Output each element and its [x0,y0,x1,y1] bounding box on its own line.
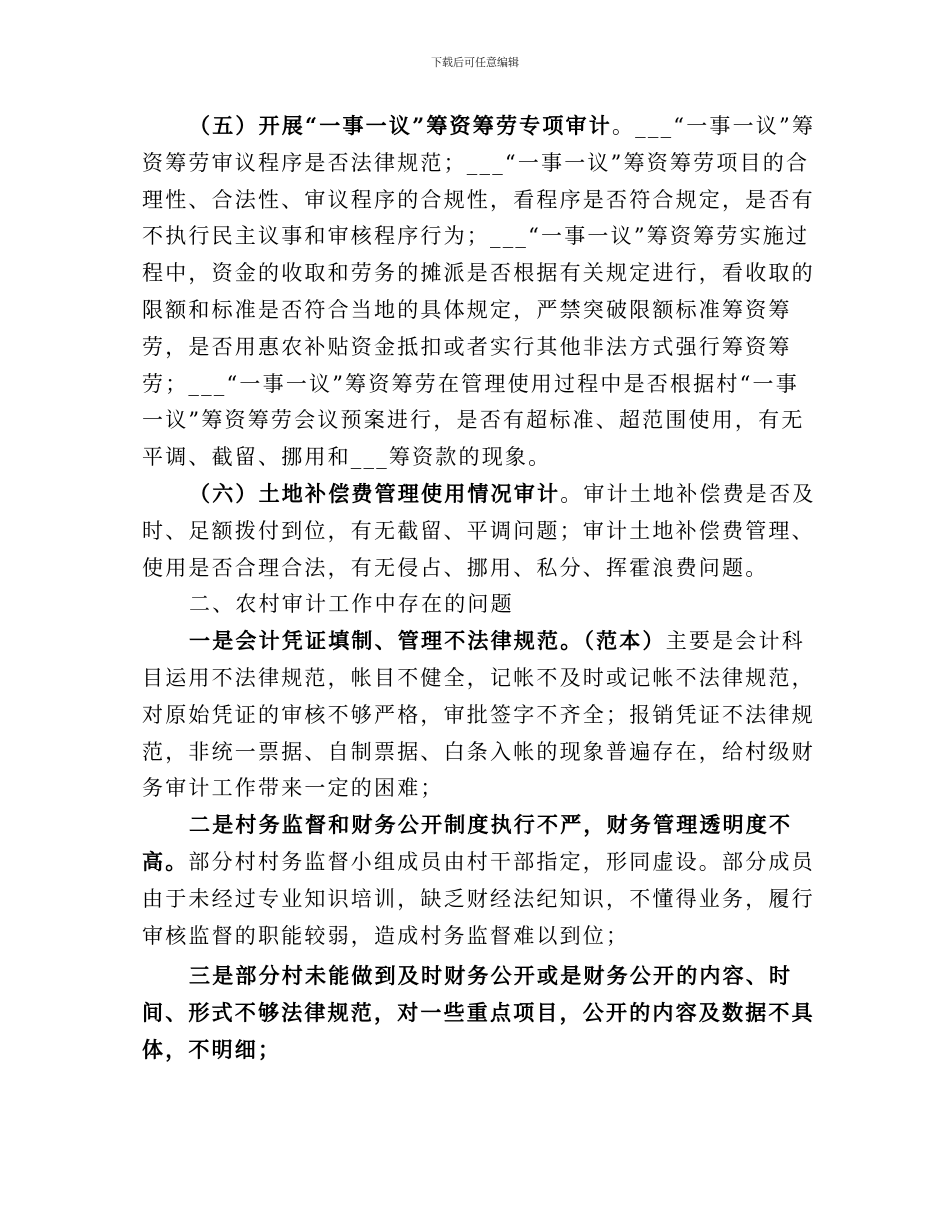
paragraph-problem-two [142,807,818,954]
paragraph-problem-three [142,958,818,1068]
document-body [142,108,818,1069]
problem-one-heading: 一是会计凭证填制、管理不法律规范。（范本） [189,628,666,654]
paragraph-six-text: 。审计土地补偿费是否及时、足额拨付到位，有无截留、平调问题；审计土地补偿费管理、使用是否合理合法，有无侵占、挪用、私分、挥霍浪费问题。 [142,481,816,580]
paragraph-problem-one [142,623,818,807]
paragraph-five-text: 。___“一事一议”筹资筹劳审议程序是否法律规范；___“一事一议”筹资筹劳项目的合理性、合法性、审议程序的合规性，看程序是否符合规定，是否有不执行民主议事和审核程序行为；___“一事一议”筹资筹劳实施过程中，资金的收取和劳务的摊派是否根据有关规定进行，看收取的限额和标准是否符合当地的具体规定，严禁突破限额标准筹资筹劳，是否用惠农补贴资金抵扣或者实行其他非法方式强行筹资筹劳；___“一事一议”筹资筹劳在管理使用过程中是否根据村“一事一议”筹资筹劳会议预案进行，是否有超标准、超范围使用，有无平调、截留、挪用和___筹资款的现象。 [142,114,816,470]
problem-one-text: 主要是会计科目运用不法律规范，帐目不健全，记帐不及时或记帐不法律规范，对原始凭证的审核不够严格，审批签字不齐全；报销凭证不法律规范，非统一票据、自制票据、白条入帐的现象普遍存在，给村级财务审计工作带来一定的困难； [142,629,815,801]
problem-two-heading: 二是村务监督和财务公开制度执行不严，财务管理透明度不高。 [142,812,793,874]
paragraph-six [142,476,818,586]
paragraph-six-heading: （六）土地补偿费管理使用情况审计 [189,480,561,506]
problem-three-heading: 三是部分村未能做到及时财务公开或是财务公开的内容、时间、形式不够法律规范，对一些重点项目，公开的内容及数据不具体，不明细； [142,963,815,1062]
section-heading-text: 二、农村审计工作中存在的问题 [189,592,514,617]
paragraph-five [142,108,818,476]
paragraph-five-heading: （五）开展“一事一议”筹资筹劳专项审计 [189,113,612,138]
problem-two-text: 部分村村务监督小组成员由村干部指定，形同虚设。部分成员由于未经过专业知识培训，缺乏财经法纪知识，不懂得业务，履行审核监督的职能较弱，造成村务监督难以到位； [142,849,815,948]
page-header: 下载后可任意编辑 [431,56,519,69]
section-heading-problems [142,586,818,623]
